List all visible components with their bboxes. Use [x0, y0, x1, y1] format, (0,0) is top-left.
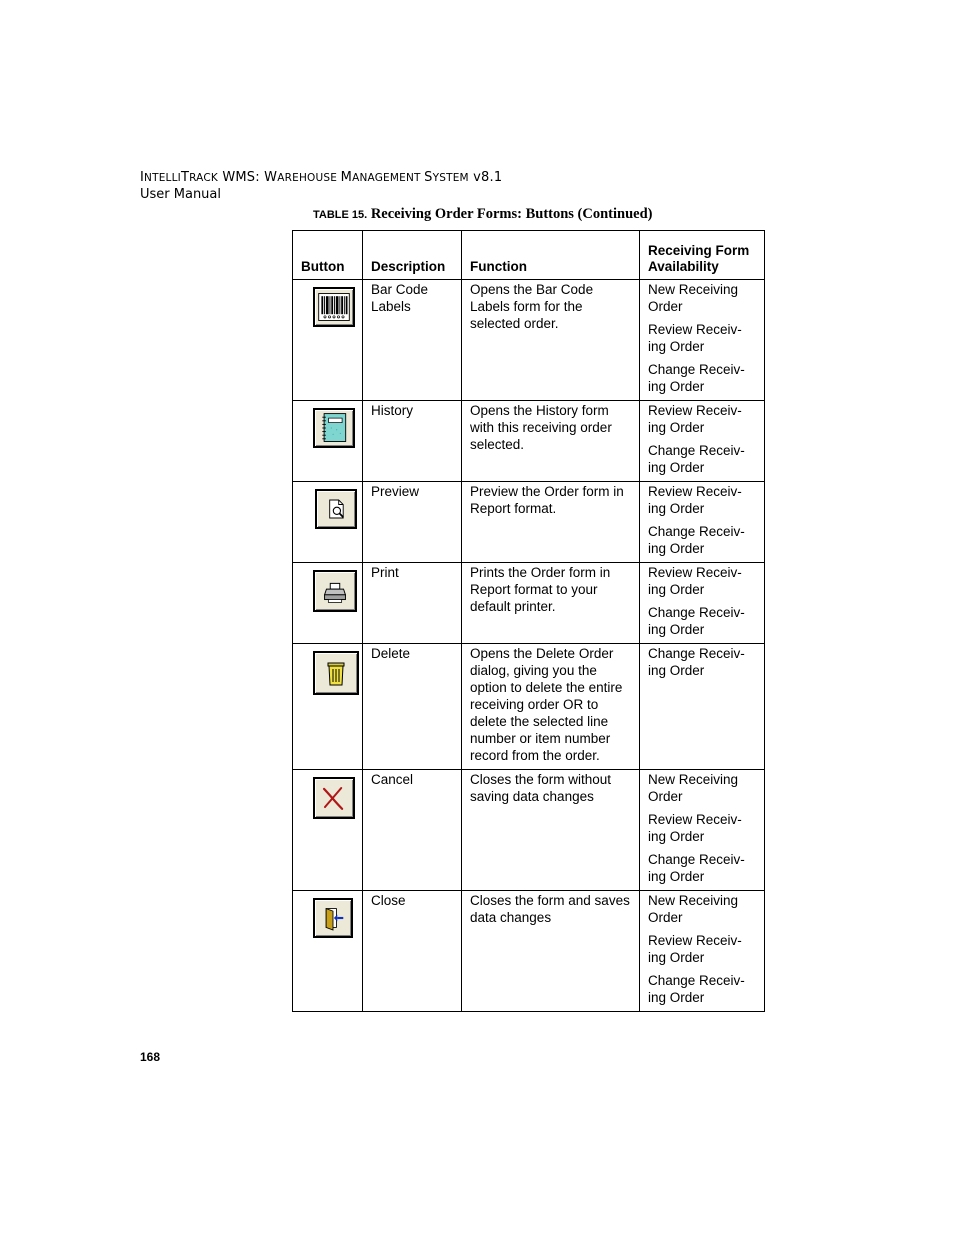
function-cell [462, 644, 640, 770]
buttons-table [292, 230, 765, 1012]
description-cell [363, 891, 462, 1012]
availability-cell [640, 401, 765, 482]
printer-icon [313, 570, 357, 612]
availability-item: New Receiving Order [648, 772, 739, 804]
button-cell [293, 891, 363, 1012]
availability-cell [640, 482, 765, 563]
button-cell [293, 280, 363, 401]
header-function: Function [462, 231, 640, 280]
header-availability: Receiving Form Availability [640, 231, 765, 280]
availability-item: Change Receiv-ing Order [648, 973, 745, 1005]
function-cell [462, 401, 640, 482]
page-number: 168 [140, 1050, 161, 1064]
table-header-row [293, 231, 765, 280]
availability-item: Change Receiv-ing Order [648, 443, 745, 475]
availability-item: Change Receiv-ing Order [648, 852, 745, 884]
button-cell [293, 563, 363, 644]
button-function: Prints the Order form in Report format to your default printer. [470, 565, 611, 614]
button-description: Delete [371, 646, 411, 661]
button-function: Opens the Delete Order dialog, giving you the option to delete the entire receiving order OR to delete the selected line number or item number record from the order. [470, 646, 623, 763]
availability-cell [640, 891, 765, 1012]
button-function: Opens the History form with this receiving order selected. [470, 403, 612, 452]
availability-item: New Receiving Order [648, 282, 739, 314]
header-description: Description [363, 231, 462, 280]
table-caption-title: Receiving Order Forms: Buttons (Continued) [367, 206, 653, 222]
availability-cell [640, 644, 765, 770]
description-cell [363, 401, 462, 482]
availability-item: Change Receiv-ing Order [648, 524, 745, 556]
table-row [293, 280, 765, 401]
availability-item: Review Receiv-ing Order [648, 403, 742, 435]
description-cell [363, 280, 462, 401]
button-description: History [371, 403, 414, 418]
button-function: Closes the form and saves data changes [470, 893, 630, 925]
availability-item: Review Receiv-ing Order [648, 812, 742, 844]
header-button: Button [293, 231, 363, 280]
cancel-x-icon [313, 777, 355, 819]
description-cell [363, 482, 462, 563]
running-header-subtitle: User Manual [140, 187, 222, 202]
button-description: Bar Code Labels [371, 282, 429, 314]
table-row [293, 482, 765, 563]
table-row [293, 401, 765, 482]
barcode-icon [313, 287, 355, 327]
availability-item: New Receiving Order [648, 893, 739, 925]
button-cell [293, 482, 363, 563]
function-cell [462, 563, 640, 644]
availability-item: Review Receiv-ing Order [648, 933, 742, 965]
table-caption-label: TABLE 15. [313, 209, 368, 221]
trash-can-icon [313, 651, 359, 695]
availability-item: Review Receiv-ing Order [648, 484, 742, 516]
button-cell [293, 644, 363, 770]
table-row [293, 563, 765, 644]
function-cell [462, 891, 640, 1012]
availability-item: Change Receiv-ing Order [648, 646, 745, 678]
button-description: Preview [371, 484, 420, 499]
button-description: Close [371, 893, 406, 908]
button-function: Opens the Bar Code Labels form for the selected order. [470, 282, 594, 331]
description-cell [363, 644, 462, 770]
availability-item: Review Receiv-ing Order [648, 322, 742, 354]
availability-cell [640, 770, 765, 891]
button-cell [293, 770, 363, 891]
button-description: Cancel [371, 772, 414, 787]
function-cell [462, 280, 640, 401]
availability-cell [640, 563, 765, 644]
table-row [293, 891, 765, 1012]
table-caption [313, 206, 653, 223]
button-description: Print [371, 565, 399, 580]
availability-cell [640, 280, 765, 401]
description-cell [363, 770, 462, 891]
table-row [293, 644, 765, 770]
function-cell [462, 482, 640, 563]
table-row [293, 770, 765, 891]
function-cell [462, 770, 640, 891]
history-notebook-icon [313, 408, 355, 448]
button-cell [293, 401, 363, 482]
availability-item: Review Receiv-ing Order [648, 565, 742, 597]
availability-item: Change Receiv-ing Order [648, 605, 745, 637]
preview-magnifier-icon [315, 489, 357, 529]
close-door-icon [313, 898, 353, 938]
button-function: Preview the Order form in Report format. [470, 484, 624, 516]
button-function: Closes the form without saving data changes [470, 772, 612, 804]
description-cell [363, 563, 462, 644]
availability-item: Change Receiv-ing Order [648, 362, 745, 394]
running-header-title: INTELLITRACK WMS: WAREHOUSE MANAGEMENT SYSTEM v8.1 [140, 170, 503, 185]
